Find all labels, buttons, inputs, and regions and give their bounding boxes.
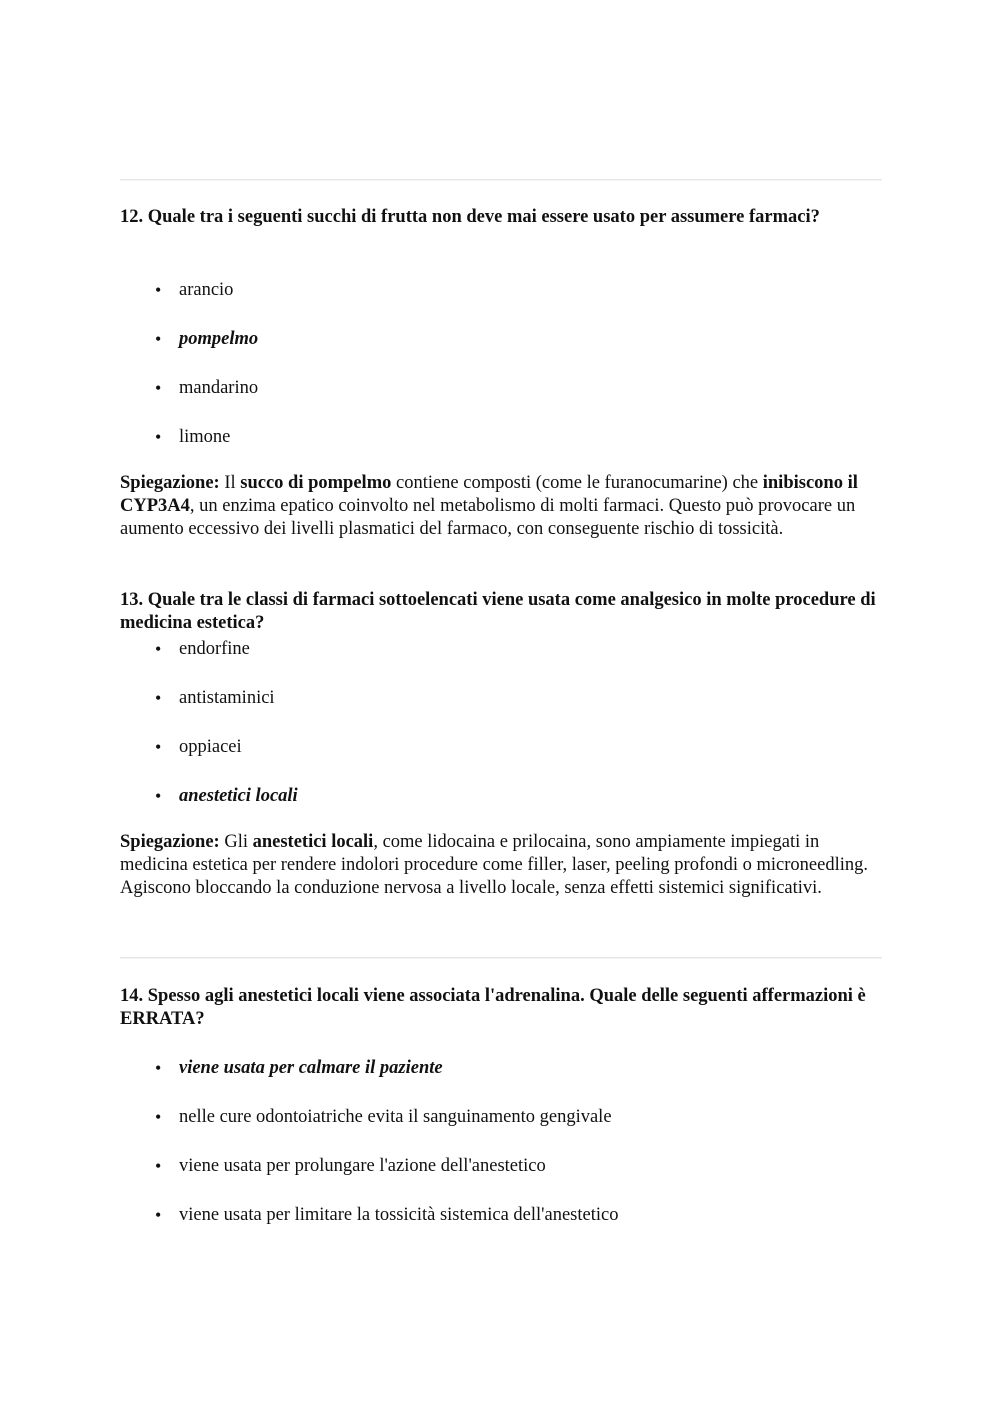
option-mandarino: • mandarino	[155, 378, 259, 398]
bullet-icon: •	[155, 786, 162, 806]
question-14-title: 14. Spesso agli anestetici locali viene associata l'adrenalina. Quale delle seguenti affermazioni è ERRATA?	[120, 986, 866, 1029]
option-pompelmo-correct: • pompelmo	[155, 329, 259, 349]
option-antistaminici: • antistaminici	[155, 688, 275, 708]
question-12-title: 12. Quale tra i seguenti succhi di frutta non deve mai essere usato per assumere farmaci?	[120, 207, 820, 227]
bullet-icon: •	[155, 737, 162, 757]
question-12-options	[120, 279, 882, 475]
explanation-keyword: inibiscono il CYP3A4	[120, 473, 858, 516]
bullet-icon: •	[155, 1156, 162, 1176]
bullet-icon: •	[155, 427, 162, 447]
question-13-title: 13. Quale tra le classi di farmaci sottoelencati viene usata come analgesico in molte procedure di medicina estetica?	[120, 590, 876, 633]
question-12-explanation: Spiegazione: Il succo di pompelmo contiene composti (come le furanocumarine) che inibiscono il CYP3A4, un enzima epatico coinvolto nel metabolismo di molti farmaci. Questo può provocare un aumento eccessivo dei livelli plasmatici del farmaco, con conseguente rischio di tossicità.	[120, 473, 858, 539]
option-sanguinamento-gengivale: • nelle cure odontoiatriche evita il sanguinamento gengivale	[155, 1107, 612, 1127]
option-arancio: • arancio	[155, 280, 234, 300]
bullet-icon: •	[155, 639, 162, 659]
horizontal-divider	[120, 957, 882, 959]
option-prolungare-azione: • viene usata per prolungare l'azione dell'anestetico	[155, 1156, 546, 1176]
question-14-options	[120, 1057, 882, 1253]
explanation-label: Spiegazione:	[120, 473, 220, 493]
bullet-icon: •	[155, 329, 162, 349]
explanation-keyword: anestetici locali	[252, 832, 374, 852]
option-limone: • limone	[155, 427, 231, 447]
option-anestetici-locali-correct: • anestetici locali	[155, 786, 298, 806]
explanation-label: Spiegazione:	[120, 832, 220, 852]
question-13-explanation: Spiegazione: Gli anestetici locali, come lidocaina e prilocaina, sono ampiamente impiegati in medicina estetica per rendere indolori procedure come filler, laser, peeling profondi o microneedling. Agiscono bloccando la conduzione nervosa a livello locale, senza effetti sistemici significativi.	[120, 832, 868, 898]
bullet-icon: •	[155, 688, 162, 708]
bullet-icon: •	[155, 1058, 162, 1078]
bullet-icon: •	[155, 280, 162, 300]
option-oppiacei: • oppiacei	[155, 737, 242, 757]
bullet-icon: •	[155, 1107, 162, 1127]
question-13-options	[120, 638, 882, 834]
horizontal-divider	[120, 179, 882, 181]
explanation-keyword: succo di pompelmo	[240, 473, 392, 493]
option-limitare-tossicita: • viene usata per limitare la tossicità sistemica dell'anestetico	[155, 1205, 619, 1225]
bullet-icon: •	[155, 1205, 162, 1225]
option-endorfine: • endorfine	[155, 639, 250, 659]
bullet-icon: •	[155, 378, 162, 398]
option-calmare-paziente-correct: • viene usata per calmare il paziente	[155, 1058, 443, 1078]
